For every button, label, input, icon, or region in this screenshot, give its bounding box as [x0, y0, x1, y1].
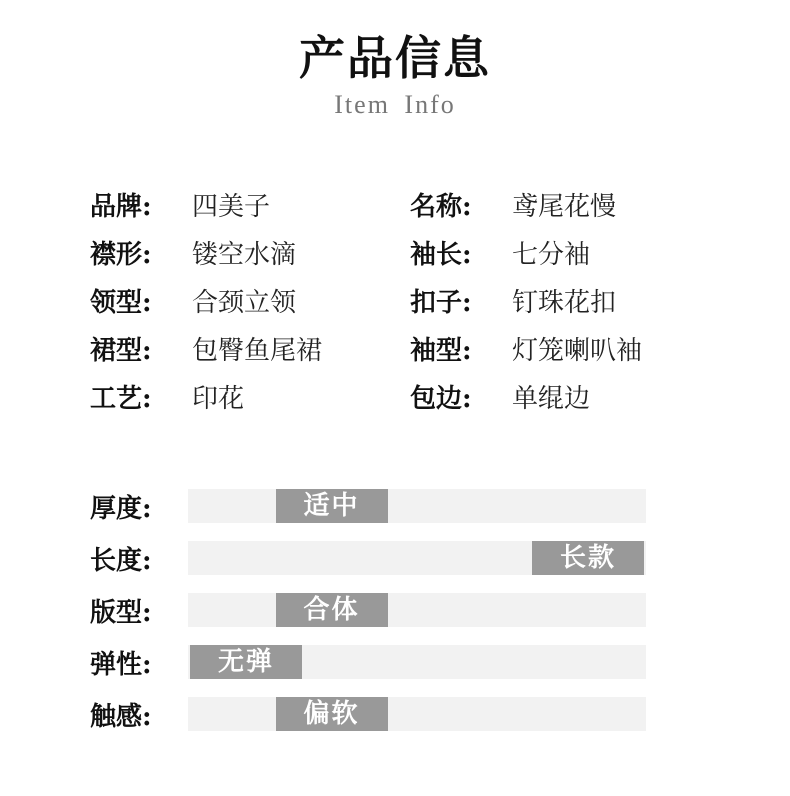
spec-label: 袖型: — [410, 335, 472, 366]
spec-item — [410, 378, 730, 415]
scale-track — [188, 489, 646, 523]
spec-label: 扣子: — [410, 287, 472, 318]
spec-item — [90, 330, 410, 367]
spec-value: 合颈立领 — [192, 287, 297, 318]
scale-row-thickness — [90, 480, 650, 532]
spec-value: 印花 — [192, 383, 245, 414]
page-title: 产品信息 — [299, 31, 491, 85]
spec-value: 包臀鱼尾裙 — [192, 335, 323, 366]
scale-marker: 长款 — [532, 541, 644, 575]
spec-item — [410, 330, 730, 367]
scale-marker: 偏软 — [276, 697, 388, 731]
scale-label: 版型: — [90, 597, 152, 628]
scale-track — [188, 697, 646, 731]
spec-row — [90, 372, 730, 420]
page-subtitle: Item Info — [334, 90, 456, 119]
spec-item — [90, 234, 410, 271]
spec-value: 七分袖 — [512, 239, 591, 270]
spec-table — [90, 180, 730, 420]
scale-track — [188, 645, 646, 679]
scale-marker: 无弹 — [190, 645, 302, 679]
scale-track — [188, 541, 646, 575]
scale-label: 弹性: — [90, 649, 152, 680]
spec-value: 镂空水滴 — [192, 239, 297, 270]
spec-item — [90, 378, 410, 415]
spec-label: 裙型: — [90, 335, 152, 366]
spec-item — [90, 186, 410, 223]
scale-row-fit — [90, 584, 650, 636]
spec-row — [90, 276, 730, 324]
spec-label: 襟形: — [90, 239, 152, 270]
spec-label: 袖长: — [410, 239, 472, 270]
spec-label: 品牌: — [90, 191, 152, 222]
spec-item — [90, 282, 410, 319]
spec-value: 灯笼喇叭袖 — [512, 335, 643, 366]
spec-value: 钉珠花扣 — [512, 287, 617, 318]
spec-label: 领型: — [90, 287, 152, 318]
spec-value: 四美子 — [192, 191, 271, 222]
scale-marker: 适中 — [276, 489, 388, 523]
scale-label: 长度: — [90, 545, 152, 576]
spec-row — [90, 180, 730, 228]
spec-label: 名称: — [410, 191, 472, 222]
spec-item — [410, 234, 730, 271]
spec-label: 工艺: — [90, 383, 152, 414]
spec-value: 单绲边 — [512, 383, 591, 414]
scale-row-length — [90, 532, 650, 584]
page-header — [0, 28, 790, 120]
scale-marker: 合体 — [276, 593, 388, 627]
scale-track — [188, 593, 646, 627]
scale-row-touch — [90, 688, 650, 740]
spec-item — [410, 186, 730, 223]
scale-label: 厚度: — [90, 493, 152, 524]
scale-label: 触感: — [90, 701, 152, 732]
attribute-scales — [90, 480, 650, 740]
spec-value: 鸢尾花慢 — [512, 191, 617, 222]
spec-row — [90, 228, 730, 276]
scale-row-elasticity — [90, 636, 650, 688]
spec-label: 包边: — [410, 383, 472, 414]
spec-item — [410, 282, 730, 319]
spec-row — [90, 324, 730, 372]
